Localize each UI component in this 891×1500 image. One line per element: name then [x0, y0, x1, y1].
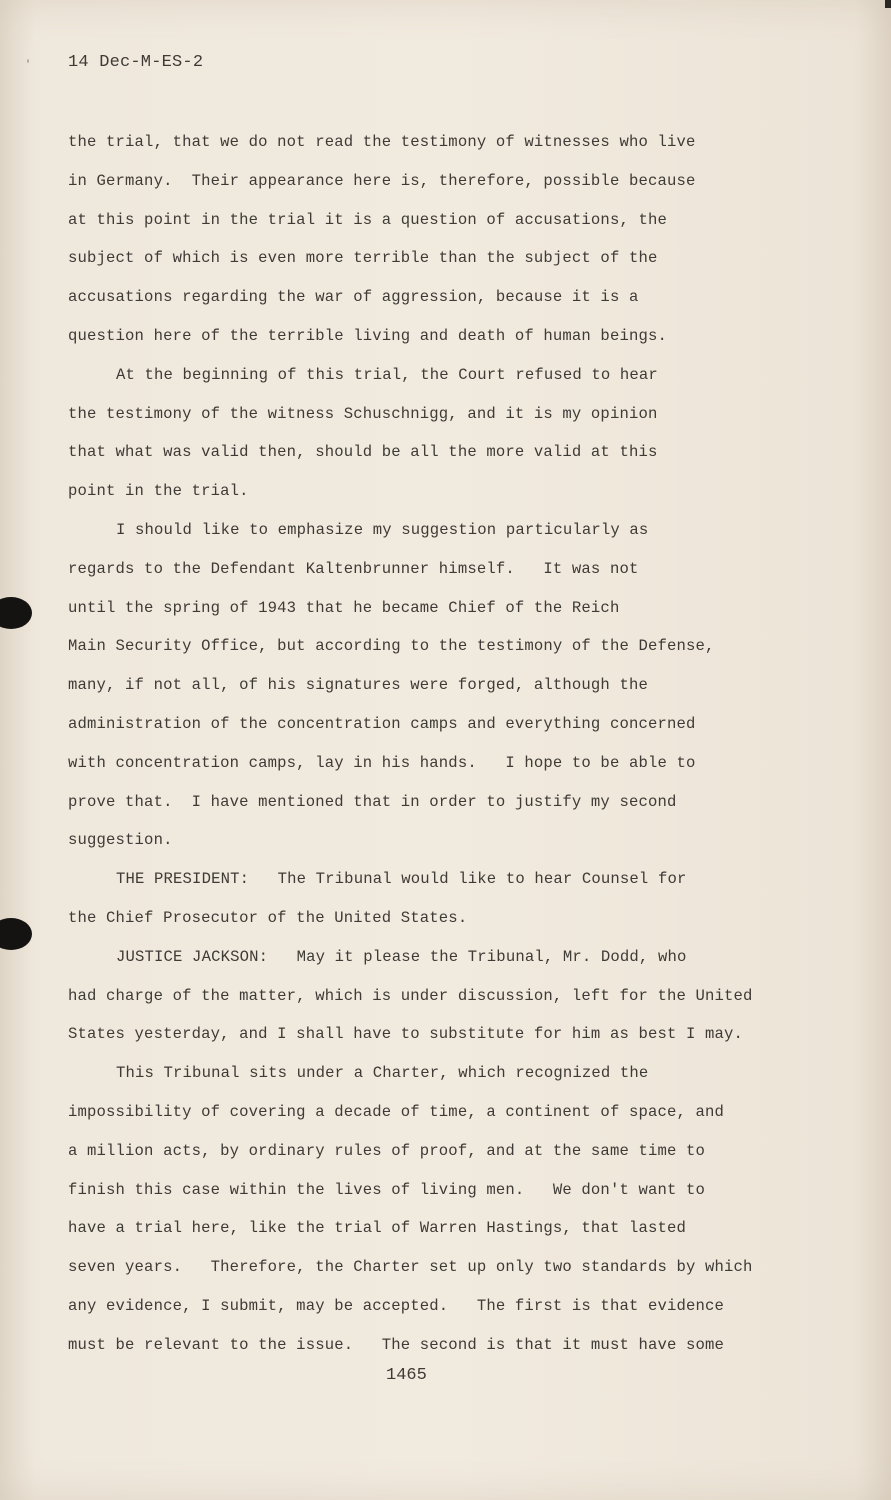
text-line: any evidence, I submit, may be accepted. The first is that evidence: [68, 1296, 725, 1315]
text-line: in Germany. Their appearance here is, therefore, possible because: [68, 171, 696, 190]
text-line: JUSTICE JACKSON: May it please the Tribunal, Mr. Dodd, who: [116, 947, 687, 966]
text-line: a million acts, by ordinary rules of proof, and at the same time to: [68, 1141, 706, 1160]
punch-hole-bottom: [0, 918, 32, 950]
text-line: with concentration camps, lay in his hands. I hope to be able to: [68, 753, 696, 772]
text-line: Main Security Office, but according to the testimony of the Defense,: [68, 637, 715, 656]
text-line: have a trial here, like the trial of Warren Hastings, that lasted: [68, 1219, 687, 1238]
transcript-body: [68, 123, 788, 1365]
text-line: impossibility of covering a decade of time, a continent of space, and: [68, 1102, 725, 1121]
text-line: many, if not all, of his signatures were forged, although the: [68, 676, 648, 695]
text-line: THE PRESIDENT: The Tribunal would like to hear Counsel for: [116, 870, 687, 889]
text-line: subject of which is even more terrible than the subject of the: [68, 249, 658, 268]
text-line: I should like to emphasize my suggestion particularly as: [116, 520, 649, 539]
text-line: the Chief Prosecutor of the United States.: [68, 908, 468, 927]
document-header-code: 14 Dec-M-ES-2: [68, 53, 204, 72]
punch-hole-top: [0, 597, 32, 629]
text-line: question here of the terrible living and death of human beings.: [68, 326, 667, 345]
margin-tick: ': [25, 60, 32, 71]
text-line: administration of the concentration camps and everything concerned: [68, 714, 696, 733]
text-line: At the beginning of this trial, the Court refused to hear: [116, 365, 658, 384]
text-line: at this point in the trial it is a question of accusations, the: [68, 210, 667, 229]
text-line: point in the trial.: [68, 482, 249, 501]
text-line: the trial, that we do not read the testimony of witnesses who live: [68, 133, 696, 151]
text-line: suggestion.: [68, 831, 173, 850]
text-line: accusations regarding the war of aggression, because it is a: [68, 288, 639, 307]
text-line: until the spring of 1943 that he became Chief of the Reich: [68, 598, 620, 617]
text-line: States yesterday, and I shall have to substitute for him as best I may.: [68, 1025, 744, 1044]
text-line: the testimony of the witness Schuschnigg, and it is my opinion: [68, 404, 658, 423]
text-line: This Tribunal sits under a Charter, which recognized the: [116, 1064, 649, 1083]
text-line: must be relevant to the issue. The second is that it must have some: [68, 1335, 725, 1354]
text-line: regards to the Defendant Kaltenbrunner himself. It was not: [68, 559, 639, 578]
corner-mark: [885, 0, 891, 8]
text-line: that what was valid then, should be all the more valid at this: [68, 443, 658, 462]
text-line: had charge of the matter, which is under discussion, left for the United: [68, 986, 753, 1005]
page-number: 1465: [386, 1366, 427, 1385]
text-line: finish this case within the lives of living men. We don't want to: [68, 1180, 706, 1199]
text-line: seven years. Therefore, the Charter set up only two standards by which: [68, 1258, 753, 1277]
text-line: prove that. I have mentioned that in order to justify my second: [68, 792, 677, 811]
